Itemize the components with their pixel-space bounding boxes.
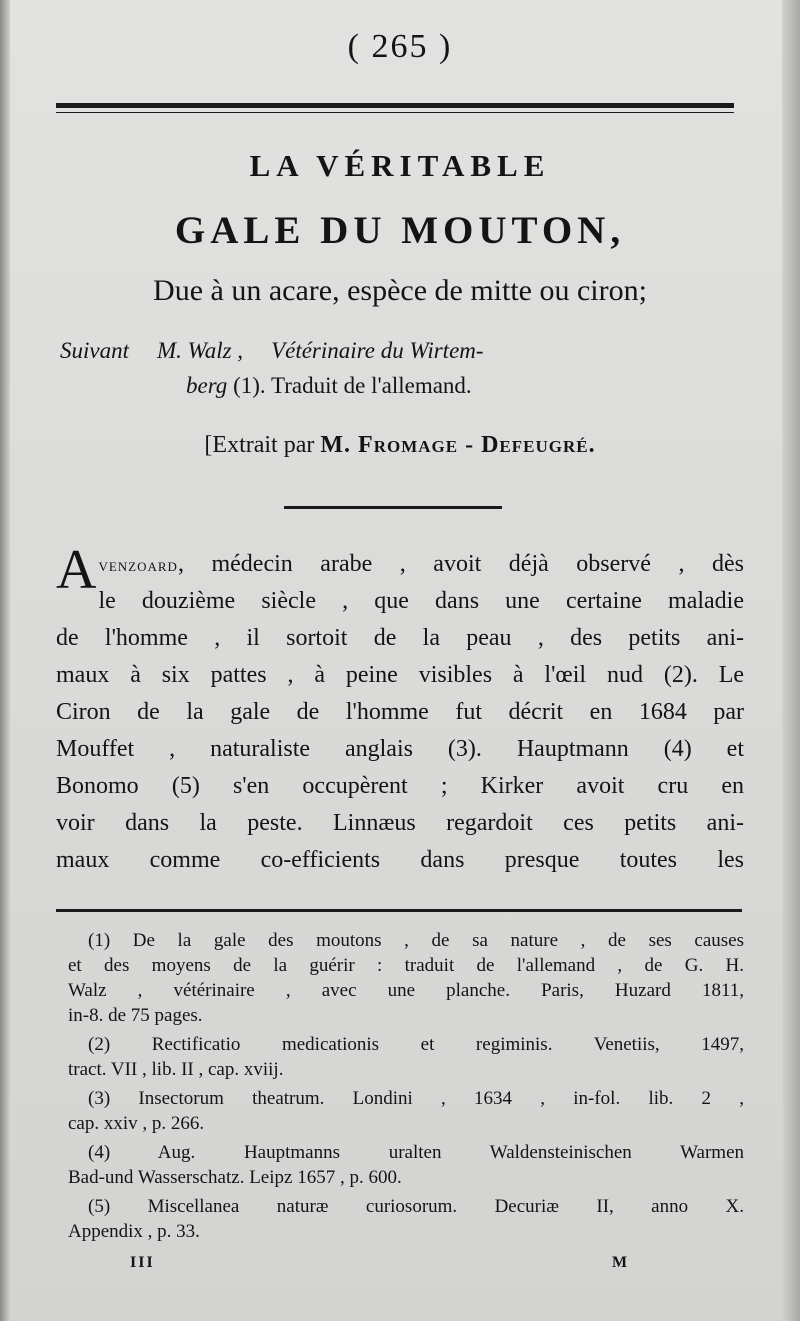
first-word: venzoard	[98, 555, 178, 575]
page-edge-shadow-left	[0, 0, 10, 1321]
body-line-6: Mouffet , naturaliste anglais (3). Hauptmann (4) et	[56, 736, 744, 762]
footnote-1	[68, 928, 744, 1028]
extract-credit	[0, 432, 800, 459]
byline-line-2	[186, 373, 800, 399]
footnote-line: (4) Aug. Hauptmanns uralten Waldensteinischen Warmen	[88, 1142, 744, 1163]
body-line-1	[56, 546, 744, 583]
title-line-3: Due à un acare, espèce de mitte ou ciron;	[153, 274, 647, 307]
body-line-8: voir dans la peste. Linnæus regardoit ces petits ani-	[56, 810, 744, 836]
footnote-line: et des moyens de la guérir : traduit de l'allemand , de G. H.	[68, 955, 744, 976]
footnote-line: Bad-und Wasserschatz. Leipz 1657 , p. 600.	[68, 1167, 402, 1188]
page-number: ( 265 )	[347, 28, 453, 65]
byline-suivant: Suivant	[60, 338, 129, 363]
extract-name: M. Fromage - Defeugré.	[320, 432, 596, 458]
body-line-3: de l'homme , il sortoit de la peau , des petits ani-	[56, 625, 744, 651]
body-text	[56, 539, 744, 879]
body-line-7: Bonomo (5) s'en occupèrent ; Kirker avoit cru en	[56, 773, 744, 799]
footnote-line: Appendix , p. 33.	[68, 1221, 200, 1242]
byline-author: M. Walz ,	[157, 338, 244, 363]
footnote-rule	[56, 909, 742, 912]
body-line-2: le douzième siècle , que dans une certaine maladie	[98, 588, 744, 614]
drop-cap: A	[56, 539, 97, 601]
footnote-line: (2) Rectificatio medicationis et regiminis. Venetiis, 1497,	[88, 1034, 744, 1055]
signature-mark-left: III	[130, 1254, 155, 1271]
header-rule-thick	[56, 103, 734, 108]
footnote-3	[68, 1086, 744, 1136]
footnote-line: (3) Insectorum theatrum. Londini , 1634 , in-fol. lib. 2 ,	[88, 1088, 744, 1109]
footnote-line: in-8. de 75 pages.	[68, 1005, 203, 1026]
footnote-line: tract. VII , lib. II , cap. xviij.	[68, 1059, 284, 1080]
footnote-line: (1) De la gale des moutons , de sa nature , de ses causes	[88, 930, 744, 951]
footnotes	[68, 928, 744, 1248]
footnote-5	[68, 1194, 744, 1244]
extract-prefix: [Extrait par	[204, 432, 315, 458]
section-divider	[284, 506, 502, 509]
footnote-line: Walz , vétérinaire , avec une planche. Paris, Huzard 1811,	[68, 980, 744, 1001]
page-edge-shadow-right	[782, 0, 800, 1321]
title-line-1: LA VÉRITABLE	[249, 148, 551, 183]
body-line-9: maux comme co-efficients dans presque toutes les	[56, 847, 744, 873]
body-line-4: maux à six pattes , à peine visibles à l'œil nud (2). Le	[56, 662, 744, 688]
byline-role-end: berg	[186, 373, 228, 398]
byline-role: Vétérinaire du Wirtem-	[271, 338, 484, 363]
footnote-line: (5) Miscellanea naturæ curiosorum. Decuriæ II, anno X.	[88, 1196, 744, 1217]
body-line-5: Ciron de la gale de l'homme fut décrit en 1684 par	[56, 699, 744, 725]
header-rule-thin	[56, 112, 734, 113]
title-line-2: GALE DU MOUTON,	[174, 209, 626, 252]
body-line-1-text: , médecin arabe , avoit déjà observé , dès	[177, 551, 744, 577]
byline-note-ref: (1).	[233, 373, 266, 398]
footnote-4	[68, 1140, 744, 1190]
footnote-line: cap. xxiv , p. 266.	[68, 1113, 205, 1134]
byline-translated: Traduit de l'allemand.	[270, 373, 472, 398]
byline-line-1	[60, 338, 750, 364]
signature-mark-right: M	[612, 1254, 630, 1271]
footnote-2	[68, 1032, 744, 1082]
